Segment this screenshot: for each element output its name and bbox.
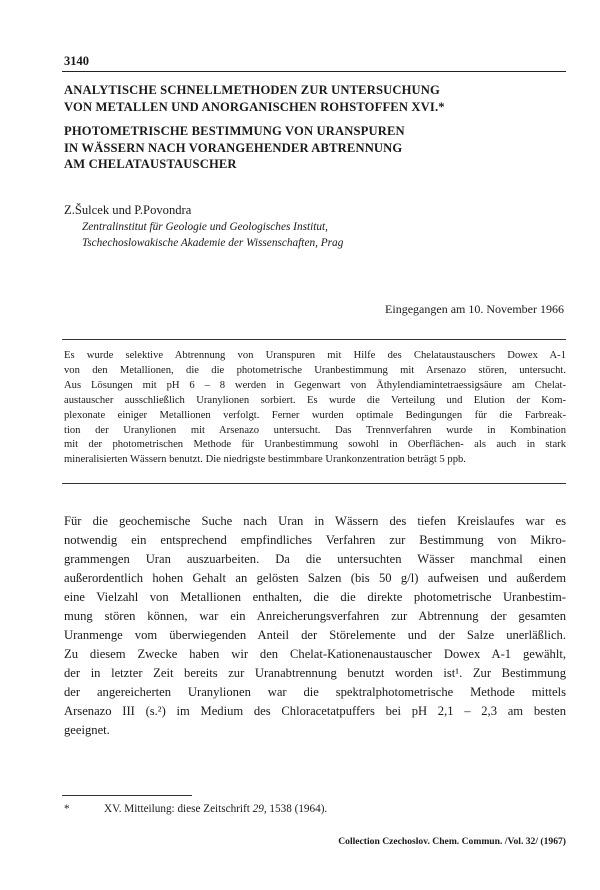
body-line: geeignet.: [64, 723, 110, 737]
body-line: der angereicherten Uranylionen war die spektralphotometrische Methode mittels: [64, 685, 566, 699]
body-line: grammengen Uran auszuarbeiten. Da die untersuchten Wässer manchmal einen: [64, 552, 566, 566]
received-date: Eingegangen am 10. November 1966: [385, 302, 564, 316]
body-line: Arsenazo III (s.²) im Medium des Chloracetatpuffers bei pH 2,1 – 2,3 am besten: [64, 704, 566, 718]
abstract-line: austauscher ausschließlich Uranylionen sorbiert. Es wurde die Verteilung und Elution der Kom-: [64, 394, 566, 406]
body-line: Für die geochemische Suche nach Uran in Wässern des tiefen Kreislaufes war es: [64, 514, 566, 528]
abstract: [64, 349, 566, 468]
subtitle-line: PHOTOMETRISCHE BESTIMMUNG VON URANSPUREN: [64, 124, 405, 139]
body-line: der in letzter Zeit bereits zur Uranabtrennung benutzt worden ist¹. Zur Bestimmung: [64, 666, 566, 680]
affiliation: [82, 219, 343, 251]
footnote-marker: *: [64, 803, 70, 815]
header-rule: [62, 71, 566, 72]
body-line: notwendig ein entsprechend empfindliches Verfahren zur Bestimmung von Mikro-: [64, 533, 566, 547]
footnote-rule: [62, 795, 192, 796]
title-line: VON METALLEN UND ANORGANISCHEN ROHSTOFFEN XVI.*: [64, 99, 445, 114]
body-paragraph: [64, 512, 566, 740]
body-line: Zu diesem Zwecke haben wir den Chelat-Kationenaustauscher Dowex A-1 gewählt,: [64, 647, 566, 661]
title-line: ANALYTISCHE SCHNELLMETHODEN ZUR UNTERSUCHUNG: [64, 83, 440, 97]
body-line: eine Vielzahl von Metallionen enthalten, die die direkte photometrische Uranbestim-: [64, 590, 566, 604]
affiliation-line: Tschechoslowakische Akademie der Wissenschaften, Prag: [82, 237, 344, 249]
abstract-line: Es wurde selektive Abtrennung von Uranspuren mit Hilfe des Chelataustauschers Dowex A-1: [64, 350, 566, 361]
authors: Z.Šulcek und P.Povondra: [64, 203, 192, 217]
abstract-line: mit der photometrischen Methode für Uranbestimmung sowohl in Oberflächen- als auch in stark: [64, 439, 566, 451]
journal-footer: Collection Czechoslov. Chem. Commun. /Vol. 32/ (1967): [338, 836, 566, 847]
subtitle-line: IN WÄSSERN NACH VORANGEHENDER ABTRENNUNG: [64, 140, 403, 155]
body-line: Uranmenge vom überwiegenden Anteil der Störelemente und der Salze unerläßlich.: [64, 628, 566, 642]
abstract-line: tion der Uranylionen mit Arsenazo untersucht. Das Trennverfahren wurde in Kombination: [64, 424, 566, 436]
body-line: außerordentlich hohen Gehalt an gelösten Salzen (bis 50 g/l) aufweisen und außerdem: [64, 571, 566, 585]
abstract-line: plexonate einiger Metallionen verfolgt. Ferner wurden optimale Bedingungen für die Farbreak-: [64, 409, 566, 421]
footnote-text-end: 1538 (1964).: [266, 803, 328, 815]
subtitle-line: AM CHELATAUSTAUSCHER: [64, 157, 237, 172]
footnote-text: XV. Mitteilung: diese Zeitschrift: [104, 803, 253, 815]
body-line: mung stören können, war ein Anreicherungsverfahren zur Abtrennung der gesamten: [64, 609, 566, 623]
abstract-line: mineralisierten Wässern benutzt. Die niedrigste bestimmbare Urankonzentration beträgt 5 ppb.: [64, 454, 466, 466]
abstract-bottom-rule: [62, 483, 566, 484]
abstract-top-rule: [62, 339, 566, 340]
affiliation-line: Zentralinstitut für Geologie und Geologisches Institut,: [82, 221, 329, 233]
footnote: [64, 803, 327, 815]
footnote-volume: 29,: [252, 803, 267, 815]
abstract-line: von den Metallionen, die die photometrische Uranbestimmung mit Arsenazo stören, untersucht.: [64, 364, 566, 376]
article-title: [64, 82, 564, 173]
page-number: 3140: [64, 54, 89, 68]
abstract-line: Aus Lösungen mit pH 6 – 8 werden in Gegenwart von Äthylendiamintetraessigsäure am Chelat-: [64, 379, 566, 391]
